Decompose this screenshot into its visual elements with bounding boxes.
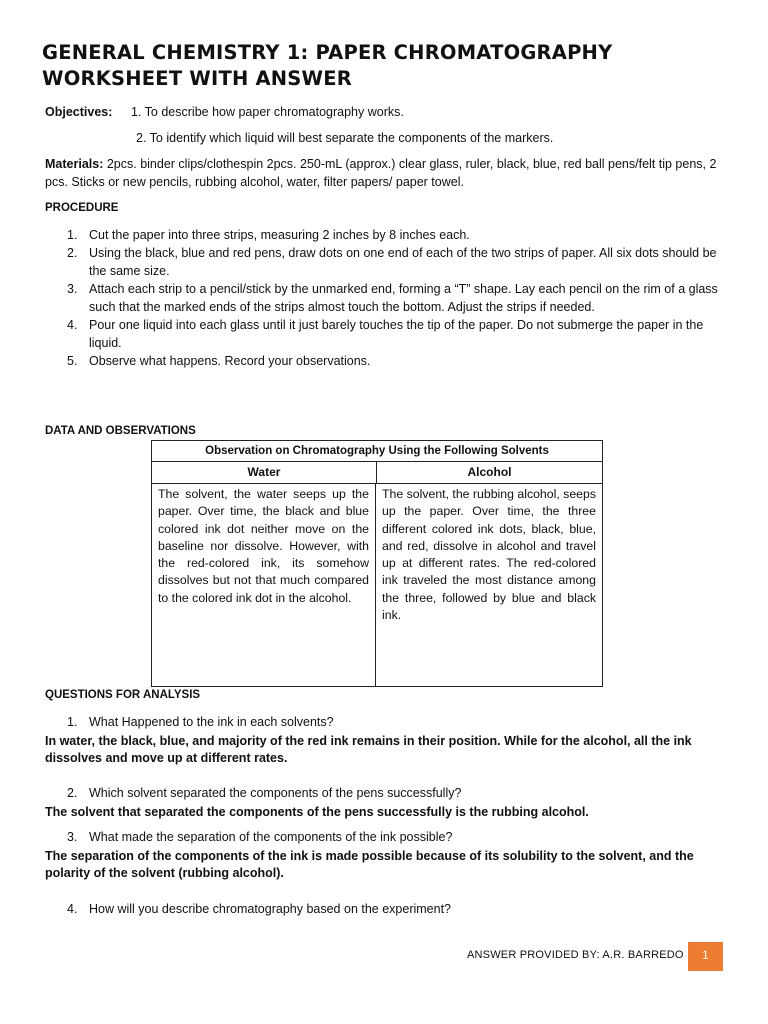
procedure-list xyxy=(45,226,725,370)
question-text: 1. What Happened to the ink in each solvents? xyxy=(67,715,334,729)
question-text: 3. What made the separation of the components of the ink possible? xyxy=(67,830,453,844)
question-item xyxy=(45,829,735,882)
procedure-step: 4. Pour one liquid into each glass until it just barely touches the tip of the paper. Do not submerge the paper in the liquid. xyxy=(67,318,704,350)
title-line-2: WORKSHEET WITH ANSWER xyxy=(42,67,352,90)
objective-2: 2. To identify which liquid will best separate the components of the markers. xyxy=(136,131,554,145)
question-item xyxy=(45,714,735,767)
answer-text: The separation of the components of the ink is made possible because of its solubility to the solvent, and the polarity of the solvent (rubbing alcohol). xyxy=(45,849,694,880)
table-caption: Observation on Chromatography Using the Following Solvents xyxy=(152,441,602,462)
materials-label: Materials: xyxy=(45,157,104,171)
question-text: 2. Which solvent separated the components of the pens successfully? xyxy=(67,786,462,800)
page-number-badge: 1 xyxy=(688,942,723,971)
footer-credit: ANSWER PROVIDED BY: A.R. BARREDO xyxy=(467,949,684,961)
water-observation-cell: The solvent, the water seeps up the paper. Over time, the black and blue colored ink dot neither move on the baseline nor dissolve. However, with the red-colored ink, its somehow dissolves but not that much compared to the colored ink dot in the alcohol. xyxy=(152,484,376,687)
question-text: 4. How will you describe chromatography based on the experiment? xyxy=(67,902,451,916)
questions-heading: QUESTIONS FOR ANALYSIS xyxy=(45,689,201,701)
observation-table xyxy=(151,440,603,687)
procedure-step: 3. Attach each strip to a pencil/stick by the unmarked end, forming a “T” shape. Lay each pencil on the rim of a glass such that the marked ends of the strips almost touch the bottom. Adjust the strips if needed. xyxy=(67,282,718,314)
table-row xyxy=(152,484,602,687)
answer-text: In water, the black, blue, and majority of the red ink remains in their position. While for the alcohol, all the ink dissolves and move up at different rates. xyxy=(45,734,692,765)
table-column-headers xyxy=(152,462,602,484)
column-header-water: Water xyxy=(152,462,377,483)
procedure-heading: PROCEDURE xyxy=(45,202,119,214)
question-item xyxy=(45,785,735,821)
procedure-step: 2. Using the black, blue and red pens, draw dots on one end of each of the two strips of paper. All six dots should be the same size. xyxy=(67,246,717,278)
alcohol-observation-cell: The solvent, the rubbing alcohol, seeps up the paper. Over time, the three different colored ink dots, black, blue, and red, dissolve in alcohol and travel up at different rates. The red-colored ink traveled the most distance among the three, followed by blue and black ink. xyxy=(382,487,596,623)
column-header-alcohol: Alcohol xyxy=(467,465,512,479)
procedure-step: 1. Cut the paper into three strips, measuring 2 inches by 8 inches each. xyxy=(67,228,470,242)
materials-paragraph xyxy=(45,155,725,191)
materials-text: 2pcs. binder clips/clothespin 2pcs. 250-mL (approx.) clear glass, ruler, black, blue, red ball pens/felt tip pens, 2 pcs. Sticks or new pencils, rubbing alcohol, water, filter papers/ paper towel. xyxy=(45,157,717,189)
answer-text: The solvent that separated the components of the pens successfully is the rubbing alcohol. xyxy=(45,805,589,819)
page-title xyxy=(42,40,742,92)
title-line-1: GENERAL CHEMISTRY 1: PAPER CHROMATOGRAPHY xyxy=(42,41,613,64)
objectives-label: Objectives: xyxy=(45,105,113,119)
data-observations-heading: DATA AND OBSERVATIONS xyxy=(45,425,196,437)
question-item xyxy=(45,901,735,918)
objective-1: 1. To describe how paper chromatography works. xyxy=(131,105,404,119)
procedure-step: 5. Observe what happens. Record your observations. xyxy=(67,354,371,368)
